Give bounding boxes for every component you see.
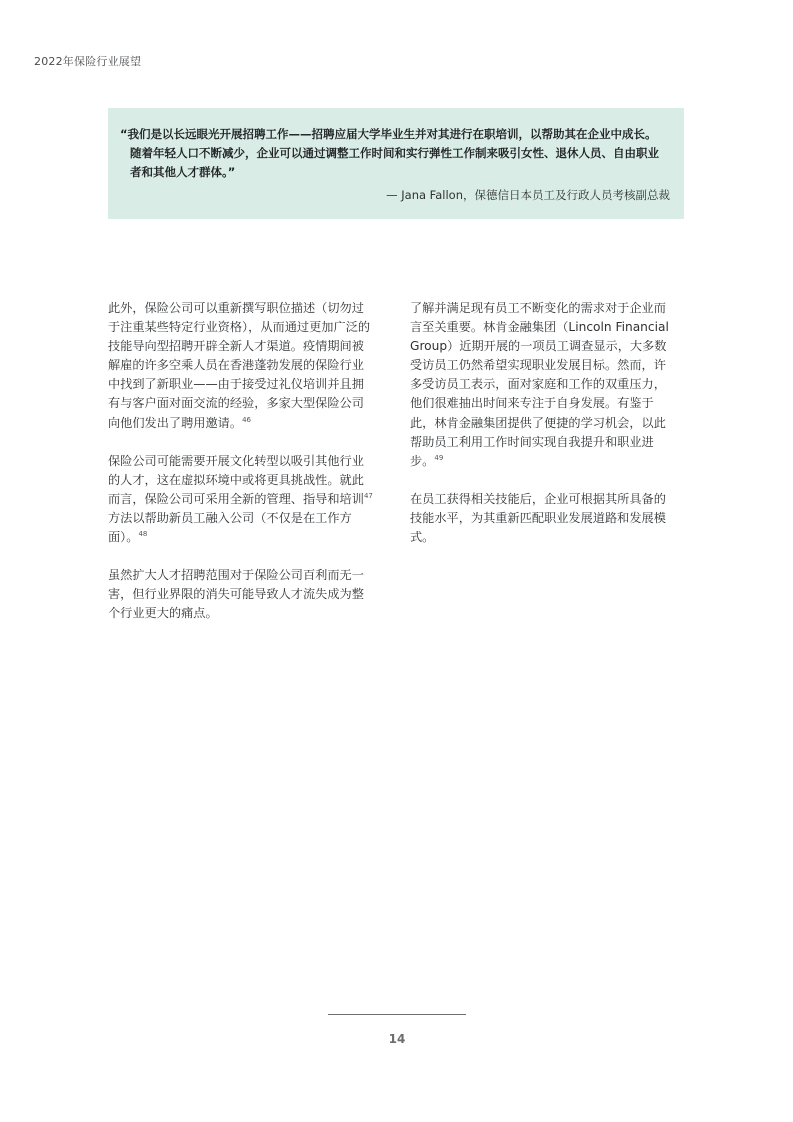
paragraph-text: 方法以帮助新员工融入公司（不仅是在工作方面）。 xyxy=(108,510,352,545)
paragraph-text: 了解并满足现有员工不断变化的需求对于企业而言至关重要。林肯金融集团（Lincoln Financial Group）近期开展的一项员工调查显示，大多数受访员工仍然希望实现职业发展目标。然而，许多受访员工表示，面对家庭和工作的双重压力，他们很难抽出时间来专注于自身发展。有鉴于此，林肯金融集团提供了便捷的学习机会，以此帮助员工利用工作时间实现自我提升和职业进步。 xyxy=(410,301,669,468)
footer-divider xyxy=(328,1014,466,1015)
footnote-ref: 47 xyxy=(363,491,373,500)
paragraph-text: 此外，保险公司可以重新撰写职位描述（切勿过于注重某些特定行业资格），从而通过更加广泛的技能导向型招聘开辟全新人才渠道。疫情期间被解雇的许多空乘人员在香港蓬勃发展的保险行业中找到了新职业——由于接受过礼仪培训并且拥有与客户面对面交流的经验，多家大型保险公司向他们发出了聘用邀请。 xyxy=(108,301,371,430)
footnote-ref: 48 xyxy=(138,530,148,539)
footnote-ref: 49 xyxy=(434,453,444,462)
page-number: 14 xyxy=(388,1032,406,1046)
paragraph-text: 保险公司可能需要开展文化转型以吸引其他行业的人才，这在虚拟环境中或将更具挑战性。就此而言，保险公司可采用全新的管理、指导和培训 xyxy=(108,453,364,506)
quote-attribution: — Jana Fallon，保德信日本员工及行政人员考核副总裁 xyxy=(386,188,670,202)
paragraph-flight-attendants xyxy=(108,299,376,433)
paragraph-text: 在员工获得相关技能后，企业可根据其所具备的技能水平，为其重新匹配职业发展道路和发展模式。 xyxy=(410,491,666,545)
paragraph-text: 虽然扩大人才招聘范围对于保险公司百利而无一害，但行业界限的消失可能导致人才流失成为整个行业更大的痛点。 xyxy=(108,568,364,621)
running-header: 2022年保险行业展望 xyxy=(34,55,142,68)
quote-line-2: 随着年轻人口不断减少，企业可以通过调整工作时间和实行弹性工作制来吸引女性、退休人员、自由职业 xyxy=(130,146,659,160)
pull-quote-text xyxy=(120,125,676,182)
paragraph-career-paths xyxy=(410,490,678,547)
paragraph-culture-change xyxy=(108,452,376,547)
pull-quote-box xyxy=(108,108,684,219)
quote-line-3: 者和其他人才群体。” xyxy=(130,165,236,179)
paragraph-lincoln-financial xyxy=(410,299,678,471)
left-column xyxy=(108,299,376,642)
footnote-ref: 46 xyxy=(242,415,251,424)
quote-line-1: “我们是以长远眼光开展招聘工作——招聘应届大学毕业生并对其进行在职培训，以帮助其在企业中成长。 xyxy=(120,127,657,141)
paragraph-talent-drain xyxy=(108,566,376,623)
right-column xyxy=(410,299,678,566)
